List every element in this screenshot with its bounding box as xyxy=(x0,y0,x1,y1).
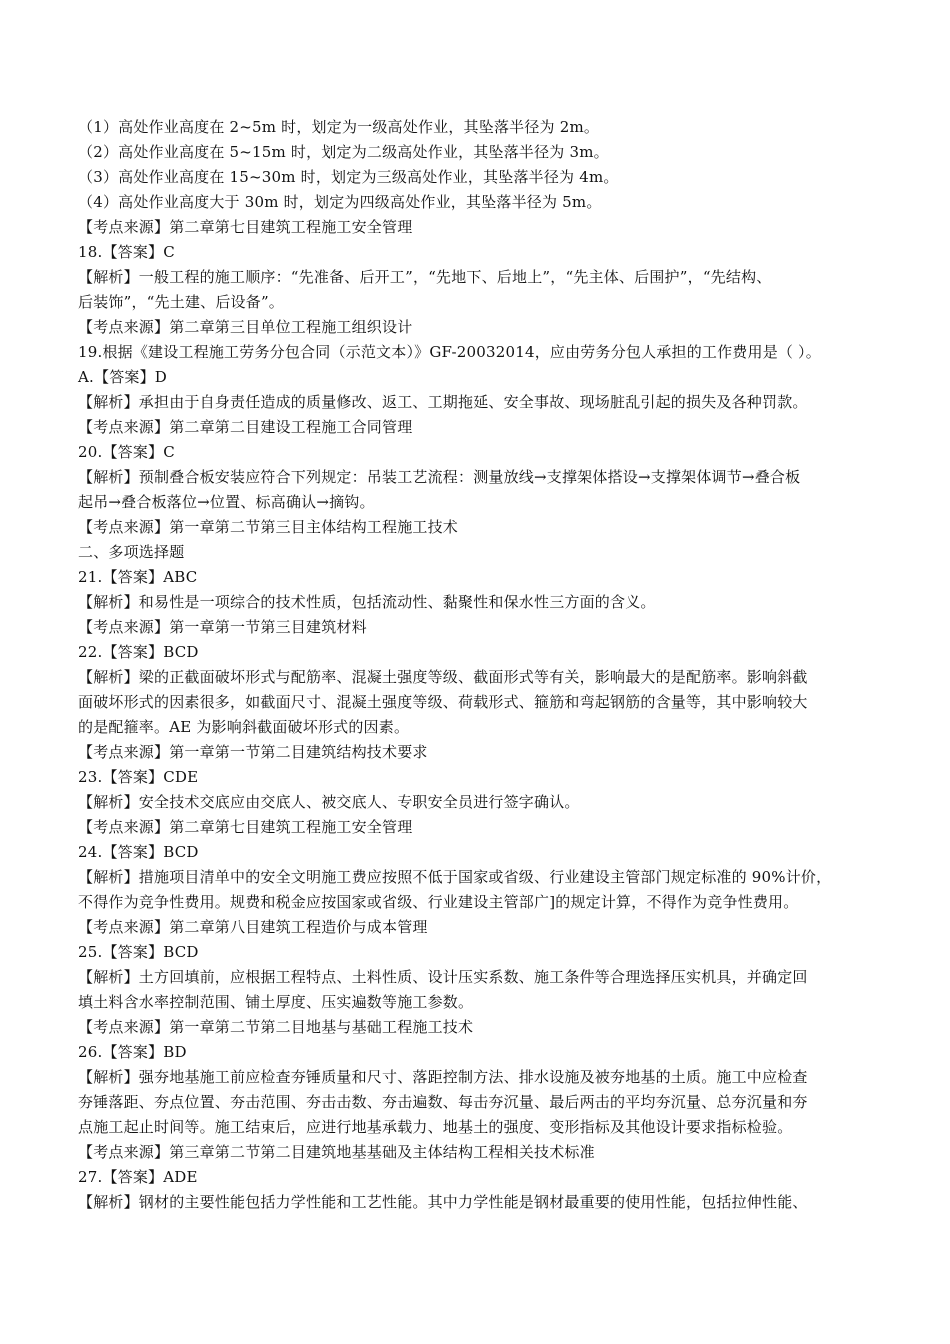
text-line: 19.根据《建设工程施工劳务分包合同（示范文本）》GF-20032014，应由劳务分包人承担的工作费用是（ ）。 xyxy=(78,343,821,361)
text-line: 【解析】一般工程的施工顺序：“先准备、后开工”，“先地下、后地上”，“先主体、后围护”，“先结构、 xyxy=(78,268,772,286)
text-line: 【考点来源】第二章第二目建设工程施工合同管理 xyxy=(78,418,413,436)
text-line: 二、多项选择题 xyxy=(78,543,185,561)
text-line: 【考点来源】第二章第七目建筑工程施工安全管理 xyxy=(78,818,413,836)
text-line: 【考点来源】第一章第二节第二目地基与基础工程施工技术 xyxy=(78,1018,474,1036)
text-line: A.【答案】D xyxy=(78,368,168,386)
text-line: 【考点来源】第一章第二节第三目主体结构工程施工技术 xyxy=(78,518,459,536)
text-line: 面破坏形式的因素很多，如截面尺寸、混凝土强度等级、荷载形式、箍筋和弯起钢筋的含量等，其中影响较大 xyxy=(78,693,808,711)
text-line: 填土料含水率控制范围、铺土厚度、压实遍数等施工参数。 xyxy=(78,993,474,1011)
text-line: 26.【答案】BD xyxy=(78,1043,187,1061)
text-line: 【解析】土方回填前，应根据工程特点、土料性质、设计压实系数、施工条件等合理选择压实机具，并确定回 xyxy=(78,968,808,986)
text-line: 【解析】梁的正截面破坏形式与配筋率、混凝土强度等级、截面形式等有关，影响最大的是配筋率。影响斜截 xyxy=(78,668,808,686)
text-line: 20.【答案】C xyxy=(78,443,175,461)
text-line: 夯锤落距、夯点位置、夯击范围、夯击击数、夯击遍数、每击夯沉量、最后两击的平均夯沉量、总夯沉量和夯 xyxy=(78,1093,808,1111)
text-line: 【解析】和易性是一项综合的技术性质，包括流动性、黏聚性和保水性三方面的含义。 xyxy=(78,593,656,611)
text-line: 22.【答案】BCD xyxy=(78,643,199,661)
text-line: 18.【答案】C xyxy=(78,243,175,261)
text-line: 【考点来源】第一章第一节第二目建筑结构技术要求 xyxy=(78,743,428,761)
text-line: 25.【答案】BCD xyxy=(78,943,199,961)
text-line: 【考点来源】第三章第二节第二目建筑地基基础及主体结构工程相关技术标准 xyxy=(78,1143,595,1161)
text-line: 21.【答案】ABC xyxy=(78,568,198,586)
text-line: 24.【答案】BCD xyxy=(78,843,199,861)
text-line: 不得作为竞争性费用。规费和税金应按国家或省级、行业建设主管部广]的规定计算，不得作为竞争性费用。 xyxy=(78,893,799,911)
text-line: 点施工起止时间等。施工结束后，应进行地基承载力、地基土的强度、变形指标及其他设计要求指标检验。 xyxy=(78,1118,793,1136)
text-line: （3）高处作业高度在 15~30m 时，划定为三级高处作业，其坠落半径为 4m。 xyxy=(78,168,619,186)
text-line: 【解析】钢材的主要性能包括力学性能和工艺性能。其中力学性能是钢材最重要的使用性能，包括拉伸性能、 xyxy=(78,1193,808,1211)
text-line: （2）高处作业高度在 5~15m 时，划定为二级高处作业，其坠落半径为 3m。 xyxy=(78,143,609,161)
document-page xyxy=(78,115,884,1215)
text-line: 【解析】措施项目清单中的安全文明施工费应按照不低于国家或省级、行业建设主管部门规定标准的 90%计价， xyxy=(78,868,832,886)
text-line: 后装饰”，“先土建、后设备”。 xyxy=(78,293,285,311)
text-line: 【解析】安全技术交底应由交底人、被交底人、专职安全员进行签字确认。 xyxy=(78,793,580,811)
text-line: （1）高处作业高度在 2~5m 时，划定为一级高处作业，其坠落半径为 2m。 xyxy=(78,118,600,136)
text-line: 27.【答案】ADE xyxy=(78,1168,198,1186)
text-line: 【解析】强夯地基施工前应检查夯锤质量和尺寸、落距控制方法、排水设施及被夯地基的土质。施工中应检查 xyxy=(78,1068,808,1086)
text-line: 【考点来源】第二章第八目建筑工程造价与成本管理 xyxy=(78,918,428,936)
text-line: 【考点来源】第一章第一节第三目建筑材料 xyxy=(78,618,367,636)
text-line: 23.【答案】CDE xyxy=(78,768,199,786)
text-line: 【解析】承担由于自身责任造成的质量修改、返工、工期拖延、安全事故、现场脏乱引起的损失及各种罚款。 xyxy=(78,393,808,411)
text-line: 起吊→叠合板落位→位置、标高确认→摘钩。 xyxy=(78,493,375,511)
text-line: 【考点来源】第二章第三目单位工程施工组织设计 xyxy=(78,318,413,336)
text-line: （4）高处作业高度大于 30m 时，划定为四级高处作业，其坠落半径为 5m。 xyxy=(78,193,602,211)
text-line: 【考点来源】第二章第七目建筑工程施工安全管理 xyxy=(78,218,413,236)
text-line: 【解析】预制叠合板安装应符合下列规定：吊装工艺流程：测量放线→支撑架体搭设→支撑架体调节→叠合板 xyxy=(78,468,801,486)
text-line: 的是配箍率。AE 为影响斜截面破坏形式的因素。 xyxy=(78,718,410,736)
